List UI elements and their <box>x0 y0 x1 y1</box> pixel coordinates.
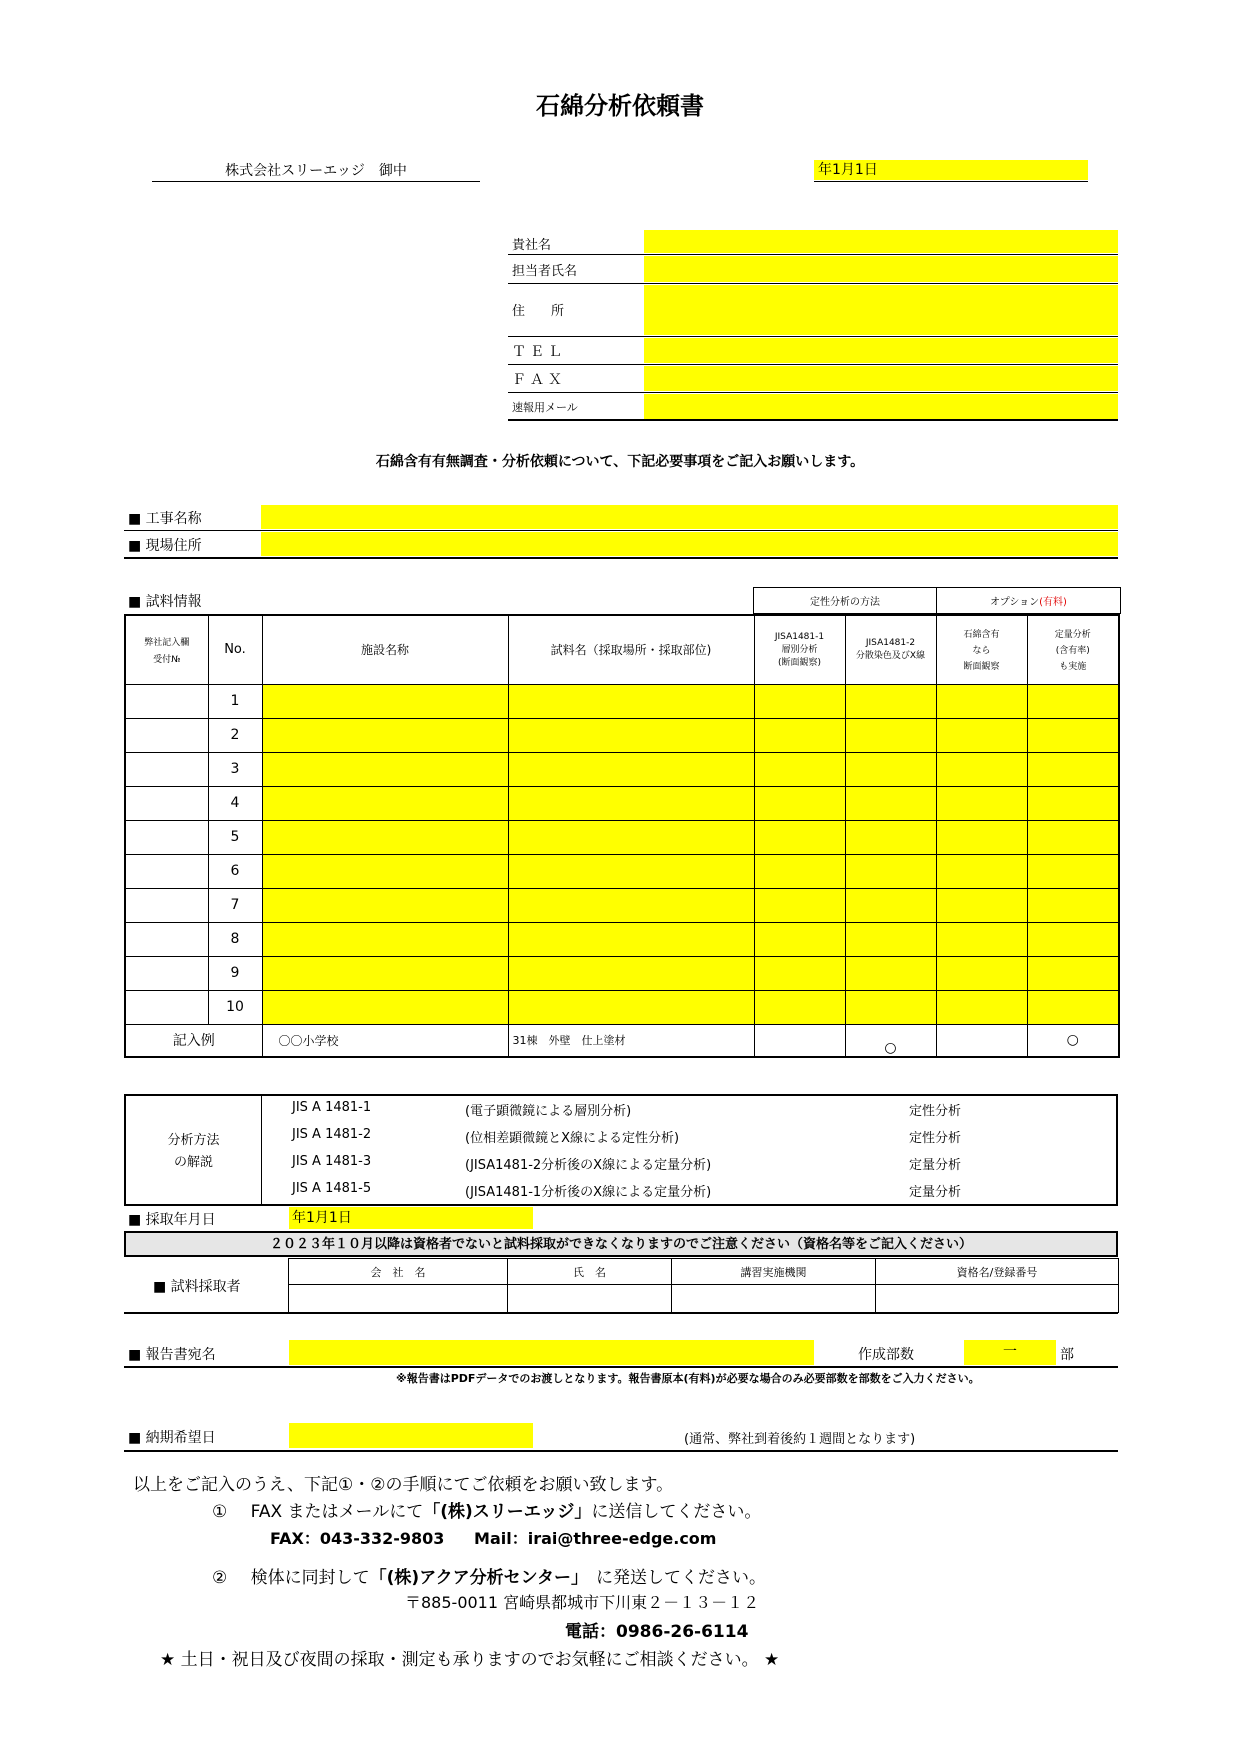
jis1-check[interactable] <box>754 786 845 820</box>
example-jis2-mark: ○ <box>845 1024 936 1057</box>
method-type: 定性分析 <box>909 1131 962 1146</box>
facility-input[interactable] <box>262 752 508 786</box>
divider <box>508 283 1118 284</box>
method-code: JIS A 1481-1 <box>292 1100 372 1115</box>
jis2-check[interactable] <box>845 888 936 922</box>
divider <box>508 419 1118 421</box>
jis2-check[interactable] <box>845 922 936 956</box>
step1-number: ① <box>212 1502 228 1522</box>
jis1-check[interactable] <box>754 888 845 922</box>
step1-text-post: に送信してください。 <box>591 1502 762 1522</box>
methods-label <box>126 1130 261 1174</box>
collector-qualification-input[interactable] <box>876 1285 1119 1313</box>
lab-phone-text: 電話：0986-26-6114 <box>565 1622 749 1642</box>
copies-unit: 部 <box>1060 1347 1074 1363</box>
intro-text: 石綿含有有無調査・分析依頼について、下記必要事項をご記入お願いします。 <box>375 454 865 470</box>
report-note: ※報告書はPDFデータでのお渡しとなります。報告書原本(有料)が必要な場合のみ必要部数を部数をご入力ください。 <box>396 1372 980 1385</box>
sample-no: 9 <box>208 956 262 990</box>
divider <box>508 254 1118 255</box>
method-type: 定量分析 <box>909 1185 962 1200</box>
sample-row <box>125 718 1119 752</box>
jis2-check[interactable] <box>845 786 936 820</box>
jis2-check[interactable] <box>845 820 936 854</box>
step2-text: 検体に同封して <box>250 1568 370 1588</box>
jis1-check[interactable] <box>754 820 845 854</box>
qual-method-header: 定性分析の方法 <box>754 588 937 614</box>
col-jis1-line2: 層別分析 <box>781 644 818 655</box>
sample-row <box>125 956 1119 990</box>
opt2-check[interactable] <box>1027 752 1119 786</box>
samples-table <box>124 614 1120 1058</box>
facility-input[interactable] <box>262 786 508 820</box>
methods-label-line1: 分析方法 <box>167 1133 220 1148</box>
samples-group-header <box>753 587 1121 614</box>
delivery-field[interactable] <box>289 1423 533 1448</box>
example-label: 記入例 <box>125 1024 262 1057</box>
opt2-check[interactable] <box>1027 684 1119 718</box>
col-receipt <box>125 615 208 684</box>
company-field[interactable] <box>644 230 1118 253</box>
fax-number: FAX：043-332-9803 <box>270 1529 445 1548</box>
col-jis1-line3: (断面観察) <box>777 657 822 668</box>
receipt-cell <box>125 820 208 854</box>
jis2-check[interactable] <box>845 684 936 718</box>
divider <box>124 1450 1118 1452</box>
col-opt2-line1: 定量分析 <box>1054 630 1091 641</box>
instructions-intro: 以上をご記入のうえ、下記①・②の手順にてご依頼をお願い致します。 <box>133 1475 674 1495</box>
example-jis1-cell <box>754 1024 845 1057</box>
col-name: 氏 名 <box>508 1259 672 1285</box>
tel-field[interactable] <box>644 338 1118 363</box>
sample-no: 6 <box>208 854 262 888</box>
facility-input[interactable] <box>262 888 508 922</box>
address-label: 住 所 <box>512 304 565 319</box>
delivery-note: (通常、弊社到着後約１週間となります) <box>684 1432 916 1447</box>
receipt-cell <box>125 854 208 888</box>
example-sample: 31棟 外壁 仕上塗材 <box>508 1024 754 1057</box>
collection-date-label: ■ 採取年月日 <box>128 1212 216 1228</box>
method-code: JIS A 1481-2 <box>292 1127 372 1142</box>
method-type: 定量分析 <box>909 1158 962 1173</box>
step1-text: FAX またはメールにて <box>250 1502 424 1522</box>
step2 <box>212 1563 766 1588</box>
person-label: 担当者氏名 <box>512 264 578 279</box>
opt1-check[interactable] <box>936 752 1027 786</box>
option-header-label: オプション <box>990 597 1040 608</box>
sample-name-input[interactable] <box>508 718 754 752</box>
sample-no: 8 <box>208 922 262 956</box>
col-opt1-line2: なら <box>972 646 991 657</box>
facility-input[interactable] <box>262 854 508 888</box>
opt1-check[interactable] <box>936 888 1027 922</box>
jis2-check[interactable] <box>845 990 936 1024</box>
opt2-check[interactable] <box>1027 922 1119 956</box>
opt2-check[interactable] <box>1027 854 1119 888</box>
col-opt1 <box>936 615 1027 684</box>
col-opt1-line1: 石綿含有 <box>963 630 1000 641</box>
lab-phone <box>565 1617 748 1642</box>
sample-rows <box>125 684 1119 1024</box>
report-addressee-label: ■ 報告書宛名 <box>128 1347 216 1363</box>
opt1-check[interactable] <box>936 922 1027 956</box>
footer-note: ★ 土日・祝日及び夜間の採取・測定も承りますのでお気軽にご相談ください。 ★ <box>160 1650 780 1670</box>
jis2-check[interactable] <box>845 752 936 786</box>
jis1-check[interactable] <box>754 854 845 888</box>
samples-header-row <box>125 615 1119 684</box>
facility-input[interactable] <box>262 956 508 990</box>
sample-row <box>125 786 1119 820</box>
sample-name-input[interactable] <box>508 922 754 956</box>
collection-notice: ２０２３年１０月以降は資格者でないと試料採取ができなくなりますのでご注意ください（資格名等をご記入ください） <box>124 1231 1118 1257</box>
sample-no: 3 <box>208 752 262 786</box>
col-jis1 <box>754 615 845 684</box>
sample-name-input[interactable] <box>508 888 754 922</box>
opt2-check[interactable] <box>1027 786 1119 820</box>
jis1-check[interactable] <box>754 684 845 718</box>
divider <box>261 1096 262 1204</box>
opt1-check[interactable] <box>936 718 1027 752</box>
opt2-check[interactable] <box>1027 990 1119 1024</box>
sample-no: 10 <box>208 990 262 1024</box>
opt1-check[interactable] <box>936 820 1027 854</box>
fax-field[interactable] <box>644 366 1118 391</box>
opt2-check[interactable] <box>1027 956 1119 990</box>
col-opt2-line3: も実施 <box>1059 662 1087 673</box>
col-no: No. <box>208 615 262 684</box>
col-opt2-line2: (含有率) <box>1055 646 1090 657</box>
option-header <box>937 588 1121 614</box>
opt1-check[interactable] <box>936 854 1027 888</box>
divider <box>508 392 1118 393</box>
collector-table <box>288 1258 1119 1313</box>
jis1-check[interactable] <box>754 718 845 752</box>
col-jis2 <box>845 615 936 684</box>
method-description: (電子顕微鏡による層別分析) <box>465 1104 632 1119</box>
receipt-cell <box>125 752 208 786</box>
step1-company: 「(株)スリーエッジ」 <box>423 1502 592 1522</box>
col-jis2-line2: 分散染色及びX線 <box>855 651 926 662</box>
sample-no: 7 <box>208 888 262 922</box>
mail-field[interactable] <box>644 394 1118 419</box>
divider <box>124 557 1118 559</box>
sample-name-input[interactable] <box>508 786 754 820</box>
opt1-check[interactable] <box>936 956 1027 990</box>
method-description: (JISA1481-2分析後のX線による定量分析) <box>465 1158 712 1173</box>
tel-label: ＴＥＬ <box>512 344 566 360</box>
col-opt1-line3: 断面観察 <box>963 662 1000 673</box>
divider <box>508 336 1118 337</box>
jis2-check[interactable] <box>845 956 936 990</box>
contact-line <box>270 1526 716 1549</box>
method-type: 定性分析 <box>909 1104 962 1119</box>
method-code: JIS A 1481-5 <box>292 1181 372 1196</box>
example-opt2-mark: ○ <box>1027 1024 1119 1057</box>
copies-field[interactable]: 一 <box>964 1340 1056 1365</box>
jis1-check[interactable] <box>754 990 845 1024</box>
method-description: (JISA1481-1分析後のX線による定量分析) <box>465 1185 712 1200</box>
company-label: 貴社名 <box>512 238 552 253</box>
sample-row <box>125 820 1119 854</box>
mail-label: 速報用メール <box>512 401 578 414</box>
opt2-check[interactable] <box>1027 820 1119 854</box>
step2-number: ② <box>212 1568 228 1588</box>
receipt-cell <box>125 786 208 820</box>
facility-input[interactable] <box>262 922 508 956</box>
sample-row <box>125 888 1119 922</box>
col-company: 会 社 名 <box>289 1259 508 1285</box>
sample-no: 4 <box>208 786 262 820</box>
methods-label-line2: の解説 <box>173 1155 213 1170</box>
sample-row <box>125 684 1119 718</box>
mail-address: Mail：irai@three-edge.com <box>474 1529 717 1548</box>
opt1-check[interactable] <box>936 990 1027 1024</box>
divider <box>508 364 1118 365</box>
sample-name-input[interactable] <box>508 684 754 718</box>
method-code: JIS A 1481-3 <box>292 1154 372 1169</box>
facility-input[interactable] <box>262 990 508 1024</box>
collection-date-field[interactable]: 年1月1日 <box>289 1207 533 1229</box>
receipt-cell <box>125 718 208 752</box>
sample-name-input[interactable] <box>508 820 754 854</box>
jis1-check[interactable] <box>754 752 845 786</box>
receipt-cell <box>125 684 208 718</box>
samples-section-label: ■ 試料情報 <box>128 594 202 610</box>
jis1-check[interactable] <box>754 956 845 990</box>
collector-company-input[interactable] <box>289 1285 508 1313</box>
opt1-check[interactable] <box>936 786 1027 820</box>
date-field[interactable]: 年1月1日 <box>814 160 1088 180</box>
col-jis1-line1: JISA1481-1 <box>774 631 825 642</box>
methods-box <box>124 1094 1118 1206</box>
sample-row <box>125 990 1119 1024</box>
project-site-field[interactable] <box>261 532 1118 556</box>
sample-name-input[interactable] <box>508 990 754 1024</box>
sample-row <box>125 922 1119 956</box>
divider <box>124 1312 1118 1314</box>
sample-no: 2 <box>208 718 262 752</box>
col-qualification: 資格名/登録番号 <box>876 1259 1119 1285</box>
divider <box>124 530 1118 531</box>
project-name-label: ■ 工事名称 <box>128 511 202 527</box>
jis1-check[interactable] <box>754 922 845 956</box>
example-facility: 〇〇小学校 <box>262 1024 508 1057</box>
col-receipt-line2: 受付№ <box>153 654 181 665</box>
receipt-cell <box>125 956 208 990</box>
delivery-label: ■ 納期希望日 <box>128 1430 216 1446</box>
lab-address: 〒885-0011 宮崎県都城市下川東２－１３－１２ <box>405 1593 760 1612</box>
collector-training-input[interactable] <box>672 1285 876 1313</box>
step1 <box>212 1497 761 1522</box>
sample-name-input[interactable] <box>508 752 754 786</box>
receipt-cell <box>125 990 208 1024</box>
example-row <box>125 1024 1119 1057</box>
address-field[interactable] <box>644 285 1118 335</box>
col-opt2 <box>1027 615 1119 684</box>
example-opt1-cell <box>936 1024 1027 1057</box>
receipt-cell <box>125 888 208 922</box>
opt2-check[interactable] <box>1027 888 1119 922</box>
divider <box>124 1366 1118 1368</box>
date-underline <box>814 181 1088 182</box>
sample-name-input[interactable] <box>508 956 754 990</box>
col-sample: 試料名（採取場所・採取部位) <box>508 615 754 684</box>
col-facility: 施設名称 <box>262 615 508 684</box>
opt1-check[interactable] <box>936 684 1027 718</box>
facility-input[interactable] <box>262 820 508 854</box>
sample-no: 5 <box>208 820 262 854</box>
facility-input[interactable] <box>262 684 508 718</box>
facility-input[interactable] <box>262 718 508 752</box>
sample-row <box>125 854 1119 888</box>
sample-no: 1 <box>208 684 262 718</box>
receipt-cell <box>125 922 208 956</box>
col-jis2-line1: JISA1481-2 <box>865 638 916 649</box>
addressee-underline <box>152 181 480 182</box>
step2-company: 「(株)アクア分析センター」 <box>369 1568 589 1588</box>
addressee: 株式会社スリーエッジ 御中 <box>225 163 407 179</box>
col-receipt-line1: 弊社記入欄 <box>144 637 190 648</box>
page-title: 石綿分析依頼書 <box>536 92 704 120</box>
collector-label: ■ 試料採取者 <box>153 1279 241 1295</box>
option-paid-label: (有料) <box>1039 597 1067 608</box>
jis2-check[interactable] <box>845 718 936 752</box>
sample-name-input[interactable] <box>508 854 754 888</box>
collector-name-input[interactable] <box>508 1285 672 1313</box>
fax-label: ＦＡＸ <box>512 372 566 388</box>
opt2-check[interactable] <box>1027 718 1119 752</box>
jis2-check[interactable] <box>845 854 936 888</box>
method-description: (位相差顕微鏡とX線による定性分析) <box>465 1131 680 1146</box>
project-site-label: ■ 現場住所 <box>128 538 202 554</box>
sample-row <box>125 752 1119 786</box>
col-training: 講習実施機関 <box>672 1259 876 1285</box>
person-field[interactable] <box>644 256 1118 282</box>
project-name-field[interactable] <box>261 505 1118 529</box>
report-addressee-field[interactable] <box>289 1340 814 1365</box>
copies-label: 作成部数 <box>858 1347 914 1363</box>
step2-text-post: に発送してください。 <box>596 1568 767 1588</box>
